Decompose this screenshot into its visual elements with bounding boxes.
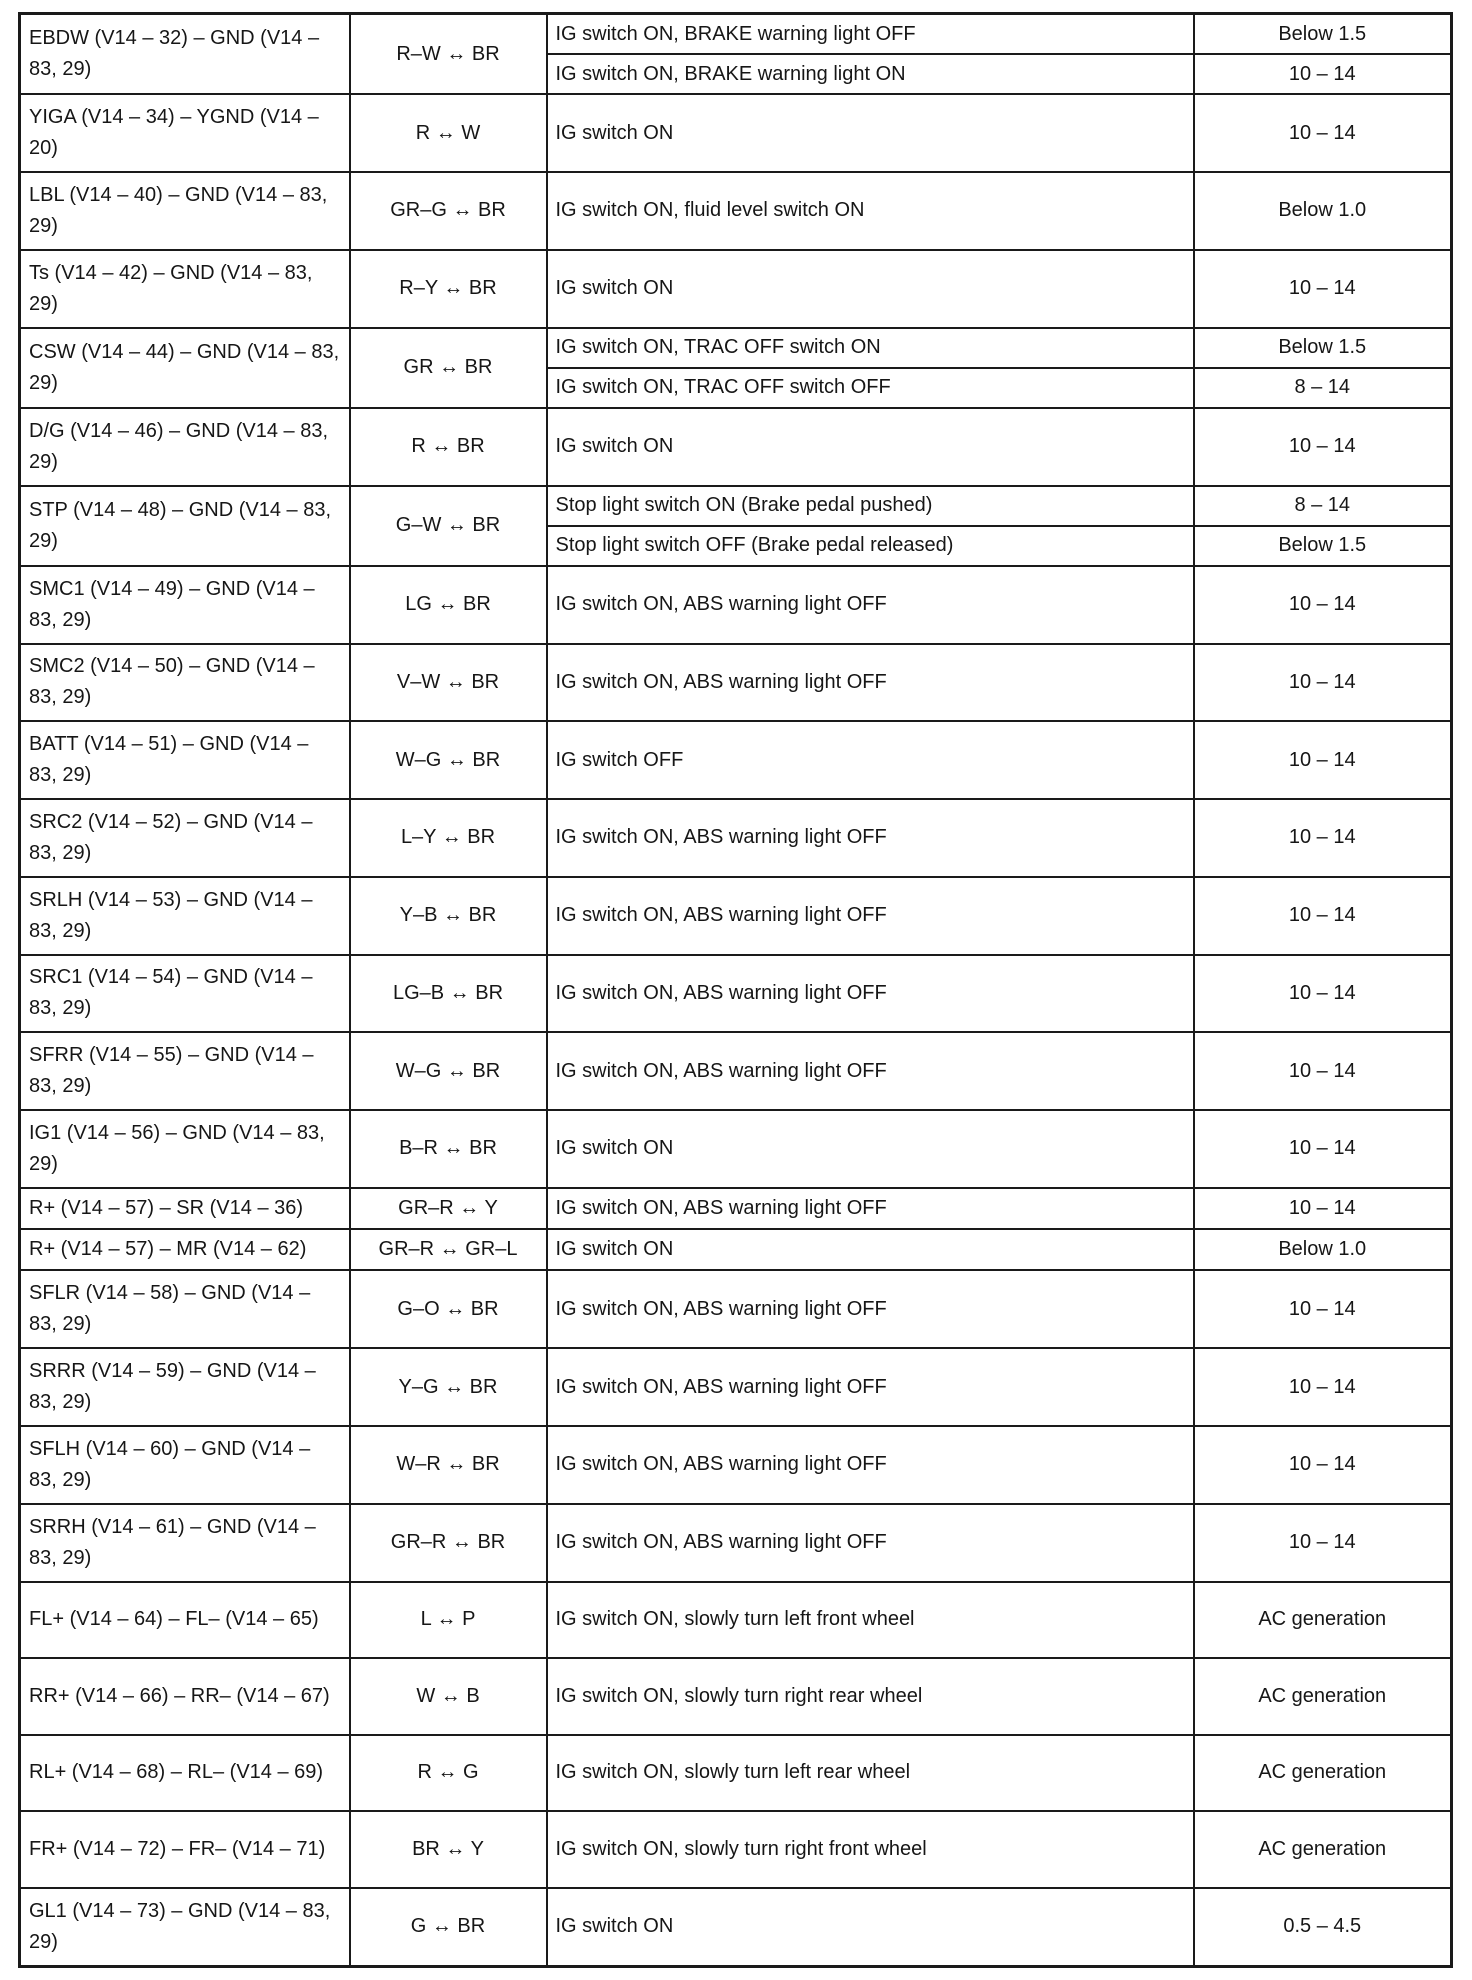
wiring-color-cell: W ↔ B bbox=[350, 1658, 547, 1735]
table-row bbox=[20, 408, 1452, 486]
condition-cell: IG switch ON, ABS warning light OFF bbox=[547, 1426, 1194, 1504]
condition-cell: IG switch ON bbox=[547, 1110, 1194, 1188]
wiring-color-cell: R ↔ G bbox=[350, 1735, 547, 1812]
specified-value-cell: 10 – 14 bbox=[1194, 1110, 1452, 1188]
specified-value-cell: 10 – 14 bbox=[1194, 1270, 1452, 1348]
condition-cell: IG switch ON, TRAC OFF switch OFF bbox=[547, 368, 1194, 408]
specified-value-cell: Below 1.5 bbox=[1194, 526, 1452, 566]
table-row bbox=[20, 1426, 1452, 1504]
specified-value-cell: Below 1.0 bbox=[1194, 1229, 1452, 1270]
specified-value-cell: Below 1.0 bbox=[1194, 172, 1452, 250]
condition-cell: IG switch ON, ABS warning light OFF bbox=[547, 1504, 1194, 1582]
condition-cell: IG switch ON, ABS warning light OFF bbox=[547, 566, 1194, 644]
wiring-color-cell: LG ↔ BR bbox=[350, 566, 547, 644]
specified-value-cell: 10 – 14 bbox=[1194, 566, 1452, 644]
terminal-cell: CSW (V14 – 44) – GND (V14 – 83, 29) bbox=[20, 328, 350, 408]
table-row bbox=[20, 1735, 1452, 1812]
wiring-color-cell: V–W ↔ BR bbox=[350, 644, 547, 722]
table-row bbox=[20, 1110, 1452, 1188]
condition-cell: IG switch ON, BRAKE warning light OFF bbox=[547, 14, 1194, 55]
terminal-cell: EBDW (V14 – 32) – GND (V14 – 83, 29) bbox=[20, 14, 350, 95]
condition-cell: IG switch ON bbox=[547, 408, 1194, 486]
table-row bbox=[20, 94, 1452, 172]
table-row bbox=[20, 172, 1452, 250]
table-row bbox=[20, 566, 1452, 644]
terminal-cell: FR+ (V14 – 72) – FR– (V14 – 71) bbox=[20, 1811, 350, 1888]
condition-cell: Stop light switch ON (Brake pedal pushed) bbox=[547, 486, 1194, 526]
terminal-cell: SFLR (V14 – 58) – GND (V14 – 83, 29) bbox=[20, 1270, 350, 1348]
specified-value-cell: Below 1.5 bbox=[1194, 328, 1452, 368]
condition-cell: IG switch ON bbox=[547, 1229, 1194, 1270]
condition-cell: IG switch ON bbox=[547, 1888, 1194, 1967]
table-row bbox=[20, 1811, 1452, 1888]
specified-value-cell: Below 1.5 bbox=[1194, 14, 1452, 55]
specified-value-cell: 10 – 14 bbox=[1194, 94, 1452, 172]
table-row bbox=[20, 1032, 1452, 1110]
specified-value-cell: 10 – 14 bbox=[1194, 644, 1452, 722]
wiring-color-cell: W–G ↔ BR bbox=[350, 721, 547, 799]
table-row bbox=[20, 1582, 1452, 1659]
terminal-cell: RL+ (V14 – 68) – RL– (V14 – 69) bbox=[20, 1735, 350, 1812]
terminal-cell: SRC2 (V14 – 52) – GND (V14 – 83, 29) bbox=[20, 799, 350, 877]
specified-value-cell: 10 – 14 bbox=[1194, 721, 1452, 799]
wiring-color-cell: BR ↔ Y bbox=[350, 1811, 547, 1888]
terminal-cell: R+ (V14 – 57) – MR (V14 – 62) bbox=[20, 1229, 350, 1270]
table-row bbox=[20, 955, 1452, 1033]
wiring-color-cell: W–G ↔ BR bbox=[350, 1032, 547, 1110]
table-row bbox=[20, 1504, 1452, 1582]
specified-value-cell: AC generation bbox=[1194, 1658, 1452, 1735]
terminal-cell: SRC1 (V14 – 54) – GND (V14 – 83, 29) bbox=[20, 955, 350, 1033]
condition-cell: IG switch OFF bbox=[547, 721, 1194, 799]
terminal-cell: YIGA (V14 – 34) – YGND (V14 – 20) bbox=[20, 94, 350, 172]
condition-cell: IG switch ON bbox=[547, 250, 1194, 328]
condition-cell: Stop light switch OFF (Brake pedal released) bbox=[547, 526, 1194, 566]
condition-cell: IG switch ON, fluid level switch ON bbox=[547, 172, 1194, 250]
terminal-cell: SRRH (V14 – 61) – GND (V14 – 83, 29) bbox=[20, 1504, 350, 1582]
condition-cell: IG switch ON, slowly turn right rear wheel bbox=[547, 1658, 1194, 1735]
terminal-cell: SFLH (V14 – 60) – GND (V14 – 83, 29) bbox=[20, 1426, 350, 1504]
wiring-color-cell: R ↔ W bbox=[350, 94, 547, 172]
table-row bbox=[20, 1658, 1452, 1735]
terminal-cell: BATT (V14 – 51) – GND (V14 – 83, 29) bbox=[20, 721, 350, 799]
specified-value-cell: 10 – 14 bbox=[1194, 1348, 1452, 1426]
condition-cell: IG switch ON, ABS warning light OFF bbox=[547, 1270, 1194, 1348]
condition-cell: IG switch ON, ABS warning light OFF bbox=[547, 1348, 1194, 1426]
specified-value-cell: 10 – 14 bbox=[1194, 1504, 1452, 1582]
table-row bbox=[20, 799, 1452, 877]
condition-cell: IG switch ON, BRAKE warning light ON bbox=[547, 54, 1194, 94]
specified-value-cell: 10 – 14 bbox=[1194, 1188, 1452, 1229]
condition-cell: IG switch ON, slowly turn left rear wheel bbox=[547, 1735, 1194, 1812]
wiring-color-cell: G–W ↔ BR bbox=[350, 486, 547, 566]
wiring-color-cell: W–R ↔ BR bbox=[350, 1426, 547, 1504]
specified-value-cell: 10 – 14 bbox=[1194, 1032, 1452, 1110]
terminal-cell: R+ (V14 – 57) – SR (V14 – 36) bbox=[20, 1188, 350, 1229]
condition-cell: IG switch ON, ABS warning light OFF bbox=[547, 799, 1194, 877]
wiring-color-cell: GR–R ↔ Y bbox=[350, 1188, 547, 1229]
terminal-cell: Ts (V14 – 42) – GND (V14 – 83, 29) bbox=[20, 250, 350, 328]
table-row bbox=[20, 1229, 1452, 1270]
condition-cell: IG switch ON, slowly turn left front wheel bbox=[547, 1582, 1194, 1659]
specified-value-cell: 10 – 14 bbox=[1194, 955, 1452, 1033]
condition-cell: IG switch ON, slowly turn right front wheel bbox=[547, 1811, 1194, 1888]
terminal-cell: GL1 (V14 – 73) – GND (V14 – 83, 29) bbox=[20, 1888, 350, 1967]
condition-cell: IG switch ON, ABS warning light OFF bbox=[547, 1032, 1194, 1110]
specified-value-cell: 8 – 14 bbox=[1194, 368, 1452, 408]
terminal-cell: LBL (V14 – 40) – GND (V14 – 83, 29) bbox=[20, 172, 350, 250]
terminal-cell: RR+ (V14 – 66) – RR– (V14 – 67) bbox=[20, 1658, 350, 1735]
table-row bbox=[20, 644, 1452, 722]
condition-cell: IG switch ON, ABS warning light OFF bbox=[547, 877, 1194, 955]
terminal-cell: SMC1 (V14 – 49) – GND (V14 – 83, 29) bbox=[20, 566, 350, 644]
table-row bbox=[20, 486, 1452, 526]
specified-value-cell: AC generation bbox=[1194, 1811, 1452, 1888]
terminal-cell: SRLH (V14 – 53) – GND (V14 – 83, 29) bbox=[20, 877, 350, 955]
terminal-cell: IG1 (V14 – 56) – GND (V14 – 83, 29) bbox=[20, 1110, 350, 1188]
condition-cell: IG switch ON, ABS warning light OFF bbox=[547, 644, 1194, 722]
table-row bbox=[20, 250, 1452, 328]
terminal-cell: SMC2 (V14 – 50) – GND (V14 – 83, 29) bbox=[20, 644, 350, 722]
table-row bbox=[20, 1188, 1452, 1229]
table-row bbox=[20, 328, 1452, 368]
terminal-voltage-table bbox=[18, 12, 1453, 1968]
wiring-color-cell: Y–B ↔ BR bbox=[350, 877, 547, 955]
wiring-color-cell: GR–G ↔ BR bbox=[350, 172, 547, 250]
wiring-color-cell: R–W ↔ BR bbox=[350, 14, 547, 95]
specified-value-cell: AC generation bbox=[1194, 1735, 1452, 1812]
wiring-color-cell: GR ↔ BR bbox=[350, 328, 547, 408]
table-row bbox=[20, 1888, 1452, 1967]
table-row bbox=[20, 877, 1452, 955]
specified-value-cell: AC generation bbox=[1194, 1582, 1452, 1659]
specified-value-cell: 10 – 14 bbox=[1194, 799, 1452, 877]
terminal-cell: SRRR (V14 – 59) – GND (V14 – 83, 29) bbox=[20, 1348, 350, 1426]
wiring-color-cell: G–O ↔ BR bbox=[350, 1270, 547, 1348]
wiring-color-cell: LG–B ↔ BR bbox=[350, 955, 547, 1033]
specified-value-cell: 0.5 – 4.5 bbox=[1194, 1888, 1452, 1967]
wiring-color-cell: L ↔ P bbox=[350, 1582, 547, 1659]
terminal-cell: FL+ (V14 – 64) – FL– (V14 – 65) bbox=[20, 1582, 350, 1659]
terminal-cell: D/G (V14 – 46) – GND (V14 – 83, 29) bbox=[20, 408, 350, 486]
table-row bbox=[20, 721, 1452, 799]
terminal-cell: STP (V14 – 48) – GND (V14 – 83, 29) bbox=[20, 486, 350, 566]
table-row bbox=[20, 14, 1452, 55]
specified-value-cell: 10 – 14 bbox=[1194, 250, 1452, 328]
wiring-color-cell: L–Y ↔ BR bbox=[350, 799, 547, 877]
wiring-color-cell: GR–R ↔ BR bbox=[350, 1504, 547, 1582]
wiring-color-cell: GR–R ↔ GR–L bbox=[350, 1229, 547, 1270]
table-row bbox=[20, 1348, 1452, 1426]
condition-cell: IG switch ON, ABS warning light OFF bbox=[547, 1188, 1194, 1229]
wiring-color-cell: R–Y ↔ BR bbox=[350, 250, 547, 328]
condition-cell: IG switch ON, ABS warning light OFF bbox=[547, 955, 1194, 1033]
wiring-color-cell: R ↔ BR bbox=[350, 408, 547, 486]
specified-value-cell: 10 – 14 bbox=[1194, 877, 1452, 955]
wiring-color-cell: G ↔ BR bbox=[350, 1888, 547, 1967]
terminal-voltage-sheet bbox=[18, 12, 1450, 1968]
wiring-color-cell: Y–G ↔ BR bbox=[350, 1348, 547, 1426]
condition-cell: IG switch ON, TRAC OFF switch ON bbox=[547, 328, 1194, 368]
condition-cell: IG switch ON bbox=[547, 94, 1194, 172]
table-body bbox=[20, 14, 1452, 1967]
table-row bbox=[20, 1270, 1452, 1348]
wiring-color-cell: B–R ↔ BR bbox=[350, 1110, 547, 1188]
specified-value-cell: 10 – 14 bbox=[1194, 408, 1452, 486]
specified-value-cell: 10 – 14 bbox=[1194, 54, 1452, 94]
terminal-cell: SFRR (V14 – 55) – GND (V14 – 83, 29) bbox=[20, 1032, 350, 1110]
specified-value-cell: 8 – 14 bbox=[1194, 486, 1452, 526]
specified-value-cell: 10 – 14 bbox=[1194, 1426, 1452, 1504]
